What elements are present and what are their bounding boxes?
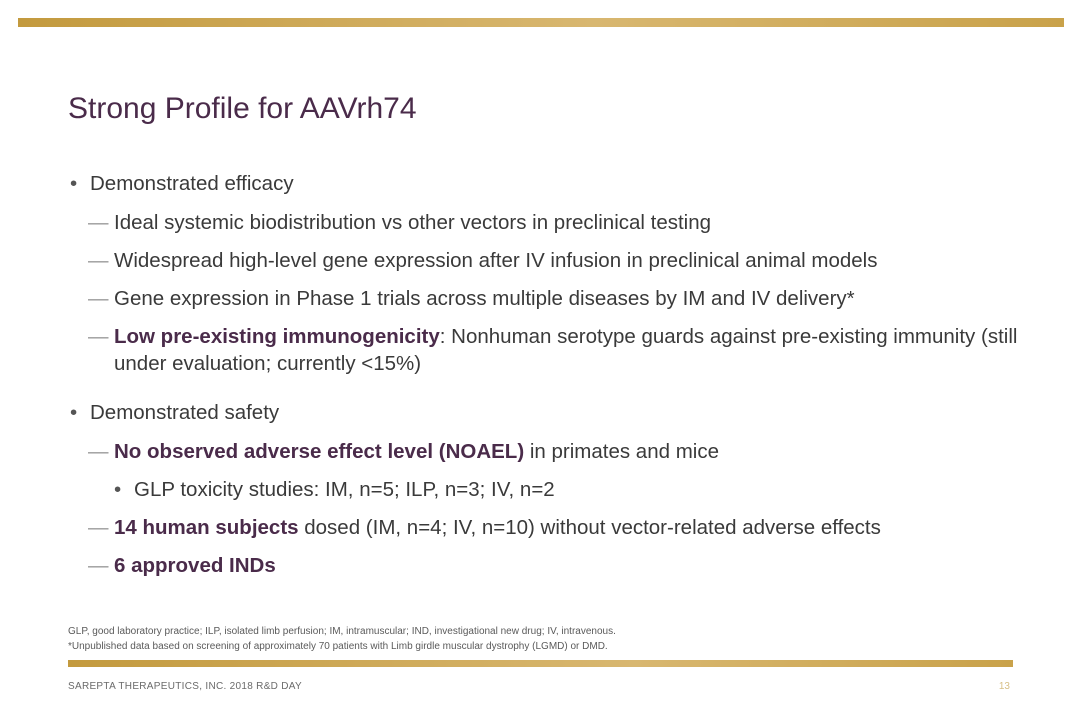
efficacy-item: [68, 209, 1028, 236]
safety-sub-item: • GLP toxicity studies: IM, n=5; ILP, n=3; IV, n=2: [68, 476, 1028, 503]
section-safety: [68, 399, 1028, 579]
bottom-accent-bar: [68, 660, 1013, 667]
efficacy-item: [68, 247, 1028, 274]
page-number: 13: [998, 681, 1010, 692]
item-highlight: Low pre-existing immunogenicity: [114, 325, 440, 348]
dash-marker: —: [88, 516, 109, 539]
footer-company: SAREPTA THERAPEUTICS, INC. 2018 R&D DAY: [68, 681, 302, 692]
slide-content: [68, 170, 1028, 590]
bullet-efficacy: • Demonstrated efficacy: [68, 170, 1028, 198]
item-text: Ideal systemic biodistribution vs other vectors in preclinical testing: [114, 211, 712, 234]
dash-marker: —: [88, 440, 109, 463]
slide-title: Strong Profile for AAVrh74: [68, 92, 417, 125]
footnote-unpublished: *Unpublished data based on screening of approximately 70 patients with Limb girdle muscular dystrophy (LGMD) or DMD.: [68, 641, 608, 652]
footnotes: [68, 624, 616, 654]
item-text: : Nonhuman serotype guards against pre-existing immunity (still under evaluation; currently <15%): [114, 325, 1018, 375]
item-highlight: No observed adverse effect level (NOAEL): [114, 440, 525, 463]
dash-marker: —: [88, 554, 109, 577]
dash-marker: —: [88, 249, 109, 272]
efficacy-item: [68, 323, 1028, 377]
section-efficacy: [68, 170, 1028, 377]
item-text: in primates and mice: [524, 440, 719, 463]
dash-marker: —: [88, 325, 109, 348]
bullet-safety: • Demonstrated safety: [68, 399, 1028, 427]
efficacy-item: [68, 285, 1028, 312]
dash-marker: —: [88, 287, 109, 310]
footnote-abbreviations: GLP, good laboratory practice; ILP, isolated limb perfusion; IM, intramuscular; IND, investigational new drug; IV, intravenous.: [68, 626, 616, 637]
safety-item: [68, 552, 1028, 579]
safety-item: [68, 438, 1028, 465]
top-accent-bar: [18, 18, 1064, 27]
item-text: dosed (IM, n=4; IV, n=10) without vector-related adverse effects: [298, 516, 881, 539]
safety-item: [68, 514, 1028, 541]
dash-marker: —: [88, 211, 109, 234]
item-highlight: 14 human subjects: [114, 516, 299, 539]
item-text: Gene expression in Phase 1 trials across multiple diseases by IM and IV delivery*: [114, 287, 855, 310]
item-highlight: 6 approved INDs: [114, 554, 276, 577]
item-text: Widespread high-level gene expression after IV infusion in preclinical animal models: [114, 249, 878, 272]
